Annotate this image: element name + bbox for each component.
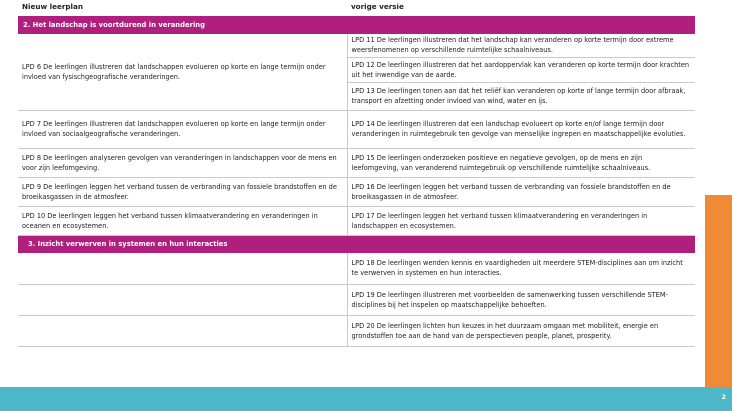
new-lpd-8: LPD 8 De leerlingen analyseren gevolgen van veranderingen in landschappen voor de mens en voor zijn leefomgeving. <box>18 148 347 177</box>
old-lpd-12: LPD 12 De leerlingen illustreren dat het aardoppervlak kan veranderen op korte termijn door krachten uit het inwendige van de aarde. <box>347 57 695 82</box>
old-lpd-15: LPD 15 De leerlingen onderzoeken positieve en negatieve gevolgen, op de mens en zijn leefomgeving, van veranderend ruimtegebruik op verschillende ruimtelijke schaalniveaus. <box>347 148 695 177</box>
section-title-3: 3. Inzicht verwerven in systemen en hun interacties <box>18 235 695 253</box>
old-lpd-19: LPD 19 De leerlingen illustreren met voorbeelden de samenwerking tussen verschillende STEM-disciplines bij het inspelen op maatschappelijke behoeften. <box>347 284 695 315</box>
new-lpd-10: LPD 10 De leerlingen leggen het verband tussen klimaatverandering en veranderingen in oceanen en ecosystemen. <box>18 206 347 235</box>
new-empty-2 <box>18 284 347 315</box>
page-number: 2 <box>721 393 726 401</box>
old-lpd-14: LPD 14 De leerlingen illustreren dat een landschap evolueert op korte en/of lange termijn door veranderingen in ruimtegebruik ten gevolge van menselijke ingrepen en maatschappelijke evoluties. <box>347 110 695 148</box>
old-lpd-16: LPD 16 De leerlingen leggen het verband tussen de verbranding van fossiele brandstoffen en de broeikasgassen in de atmosfeer. <box>347 177 695 206</box>
new-lpd-9: LPD 9 De leerlingen leggen het verband tussen de verbranding van fossiele brandstoffen en de broeikasgassen in de atmosfeer. <box>18 177 347 206</box>
new-empty-1 <box>18 253 347 284</box>
section-title-2: 2. Het landschap is voortdurend in verandering <box>18 16 695 34</box>
new-lpd-7: LPD 7 De leerlingen illustreren dat landschappen evolueren op korte en lange termijn onder invloed van sociaalgeografische veranderingen. <box>18 110 347 148</box>
comparison-table <box>18 16 695 347</box>
old-lpd-13: LPD 13 De leerlingen tonen aan dat het reliëf kan veranderen op korte of lange termijn door afbraak, transport en afzetting onder invloed van wind, water en ijs. <box>347 82 695 110</box>
column-header-old: vorige versie <box>351 2 404 11</box>
new-lpd-6: LPD 6 De leerlingen illustreren dat landschappen evolueren op korte en lange termijn onder invloed van fysischgeografische veranderingen. <box>18 34 347 110</box>
old-lpd-17: LPD 17 De leerlingen leggen het verband tussen klimaatverandering en veranderingen in landschappen en ecosystemen. <box>347 206 695 235</box>
footer-bar <box>0 387 732 411</box>
old-lpd-11: LPD 11 De leerlingen illustreren dat het landschap kan veranderen op korte termijn door extreme weersfenomenen op verschillende ruimtelijke schaalniveaus. <box>347 34 695 57</box>
old-lpd-20: LPD 20 De leerlingen lichten hun keuzes in het duurzaam omgaan met mobiliteit, energie en grondstoffen toe aan de hand van de perspectieven people, planet, prosperity. <box>347 315 695 346</box>
old-lpd-18: LPD 18 De leerlingen wenden kennis en vaardigheden uit meerdere STEM-disciplines aan om inzicht te verwerven in systemen en hun interacties. <box>347 253 695 284</box>
orange-accent-bar <box>705 195 732 387</box>
column-header-new: Nieuw leerplan <box>22 2 83 11</box>
new-empty-3 <box>18 315 347 346</box>
